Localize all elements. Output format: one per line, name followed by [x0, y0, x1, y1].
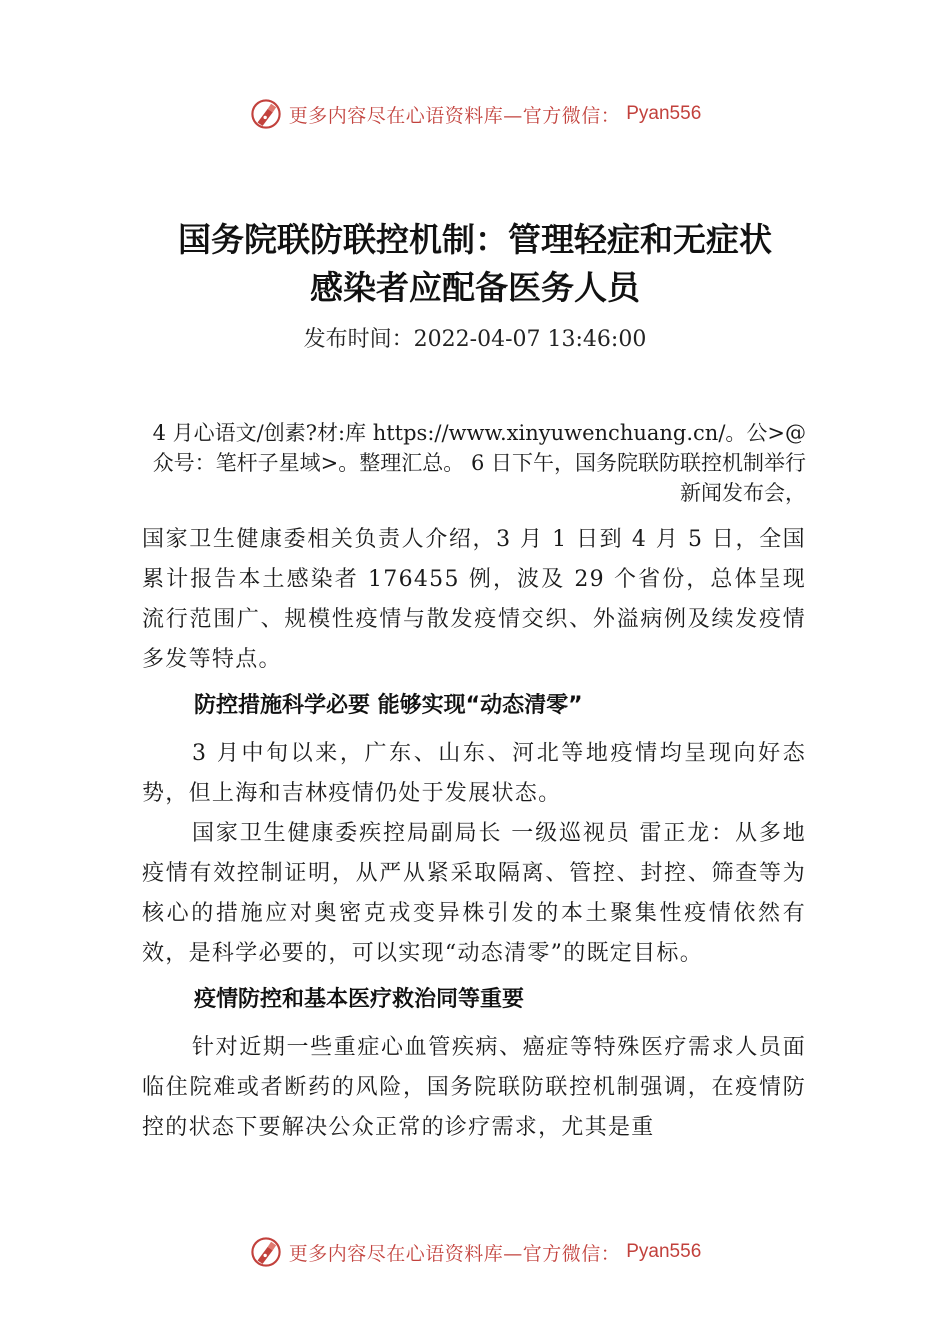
article-body: [142, 418, 806, 1148]
publish-time-value: 2022-04-07 13:46:00: [413, 327, 647, 352]
pen-nib-logo-icon: [249, 97, 283, 131]
banner-wechat-id: Pyan556: [626, 103, 702, 124]
banner-wechat-id: Pyan556: [626, 1241, 702, 1262]
pen-nib-logo-icon: [249, 1235, 283, 1269]
section-heading-2: 疫情防控和基本医疗救治同等重要: [194, 987, 525, 1012]
paragraph-3: 国家卫生健康委疾控局副局长 一级巡视员 雷正龙：从多地疫情有效控制证明，从严从紧采取隔离、管控、封控、筛查等为核心的措施应对奥密克戎变异株引发的本土聚集性疫情依然有效，是科学必要的，可以实现“动态清零”的既定目标。: [142, 821, 806, 966]
article-title: [100, 216, 850, 312]
banner-text: 更多内容尽在心语资料库—官方微信：: [288, 1242, 621, 1265]
paragraph-4: 针对近期一些重症心血管疾病、癌症等特殊医疗需求人员面临住院难或者断药的风险，国务院联防联控机制强调，在疫情防控的状态下要解决公众正常的诊疗需求，尤其是重: [142, 1035, 806, 1140]
section-heading-1: 防控措施科学必要 能够实现“动态清零”: [194, 693, 583, 718]
intro-paragraph: 4 月心语文/创素?材:库 https://www.xinyuwenchuang.cn/。公>@众号：笔杆子星域>。整理汇总。 6 日下午，国务院联防联控机制举行新闻发布会，: [152, 421, 806, 505]
banner-text: 更多内容尽在心语资料库—官方微信：: [288, 104, 621, 127]
header-banner: [0, 94, 950, 134]
footer-banner: [0, 1232, 950, 1272]
paragraph-2: 3 月中旬以来，广东、山东、河北等地疫情均呈现向好态势，但上海和吉林疫情仍处于发展状态。: [142, 741, 806, 806]
publish-time: [0, 322, 950, 353]
paragraph-1: 国家卫生健康委相关负责人介绍，3 月 1 日到 4 月 5 日，全国累计报告本土感染者 176455 例，波及 29 个省份，总体呈现流行范围广、规模性疫情与散发疫情交织、外溢病例及续发疫情多发等特点。: [142, 527, 806, 672]
title-line-1: 国务院联防联控机制：管理轻症和无症状: [178, 220, 772, 259]
publish-label: 发布时间：: [303, 327, 414, 352]
title-line-2: 感染者应配备医务人员: [310, 268, 640, 307]
